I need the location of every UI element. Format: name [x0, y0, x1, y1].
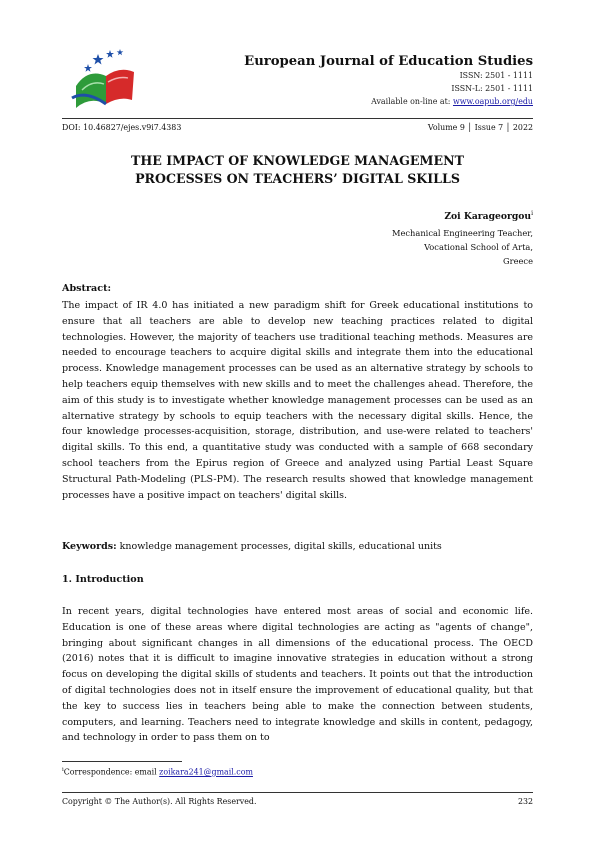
doi: DOI: 10.46827/ejes.v9i7.4383	[62, 123, 182, 132]
journal-url-link[interactable]: www.oapub.org/edu	[452, 97, 533, 106]
affiliation-line-1: Mechanical Engineering Teacher,	[391, 228, 533, 238]
affiliation-line-2: Vocational School of Arta,	[424, 242, 533, 252]
footer-divider	[62, 792, 533, 793]
author-footnote-mark: i	[531, 210, 533, 217]
keywords-text: knowledge management processes, digital skills, educational units	[116, 541, 442, 552]
journal-name: European Journal of Education Studies	[244, 54, 533, 69]
online-availability	[371, 97, 533, 106]
keywords-label: Keywords:	[62, 541, 117, 552]
book-stars-logo-icon	[62, 46, 142, 112]
affiliation-line-3: Greece	[503, 256, 533, 266]
author-name	[444, 210, 533, 222]
journal-logo	[62, 46, 142, 112]
keywords	[62, 541, 533, 552]
introduction-body: In recent years, digital technologies have entered most areas of social and economic life. Education is one of these areas where digital technologies are acting as "agents of change", bringing about significant changes in all dimensions of the educational process. The OECD (2016) notes that it is difficult to imagine innovative strategies in education without a strong focus on developing the digital skills of students and teachers. It points out that the introduction of digital technologies does not in itself ensure the improvement of educational quality, but that the key to success lies in teachers being able to make the connection between students, computers, and learning. Teachers need to integrate knowledge and skills in content, pedagogy, and technology in order to pass them on to	[62, 606, 533, 744]
page-number: 232	[517, 797, 533, 806]
footnote-divider	[62, 761, 182, 762]
issn-l: ISSN-L: 2501 - 1111	[451, 84, 533, 93]
footnote-mark: i	[62, 767, 64, 773]
correspondence-email-link[interactable]: zoikara241@gmail.com	[159, 767, 253, 777]
footnote	[62, 767, 253, 777]
online-prefix: Available on-line at:	[371, 97, 453, 106]
abstract-body: The impact of IR 4.0 has initiated a new paradigm shift for Greek educational institutions to ensure that all teachers are able to develop new teaching practices related to digital technologies. However, the majority of teachers use traditional teaching methods. Measures are needed to encourage teachers to acquire digital skills and integrate them into the educational process. Knowledge management processes can be used as an alternative strategy by schools to help teachers equip themselves with new skills and to meet the challenges ahead. Therefore, the aim of this study is to investigate whether knowledge management processes can be used as an alternative strategy by schools to equip teachers with the necessary digital skills. Hence, the four knowledge processes-acquisition, storage, distribution, and use-were related to teachers' digital skills. To this end, a quantitative study was conducted with a sample of 668 secondary school teachers from the Epirus region of Greece and analyzed using Partial Least Square Structural Path-Modeling (PLS-PM). The research results showed that knowledge management processes have a positive impact on teachers' digital skills.	[62, 300, 533, 501]
volume-issue: Volume 9 │ Issue 7 │ 2022	[427, 123, 533, 132]
introduction-heading: 1. Introduction	[62, 574, 144, 585]
footnote-prefix: Correspondence: email	[63, 767, 160, 777]
issn: ISSN: 2501 - 1111	[459, 71, 533, 80]
article-title	[62, 152, 533, 188]
title-line-2: PROCESSES ON TEACHERS’ DIGITAL SKILLS	[135, 171, 460, 186]
abstract-heading: Abstract:	[62, 283, 112, 294]
header-divider	[62, 118, 533, 119]
copyright: Copyright © The Author(s). All Rights Reserved.	[62, 797, 257, 806]
title-line-1: THE IMPACT OF KNOWLEDGE MANAGEMENT	[131, 153, 464, 168]
author-name-text: Zoi Karageorgou	[444, 211, 532, 223]
